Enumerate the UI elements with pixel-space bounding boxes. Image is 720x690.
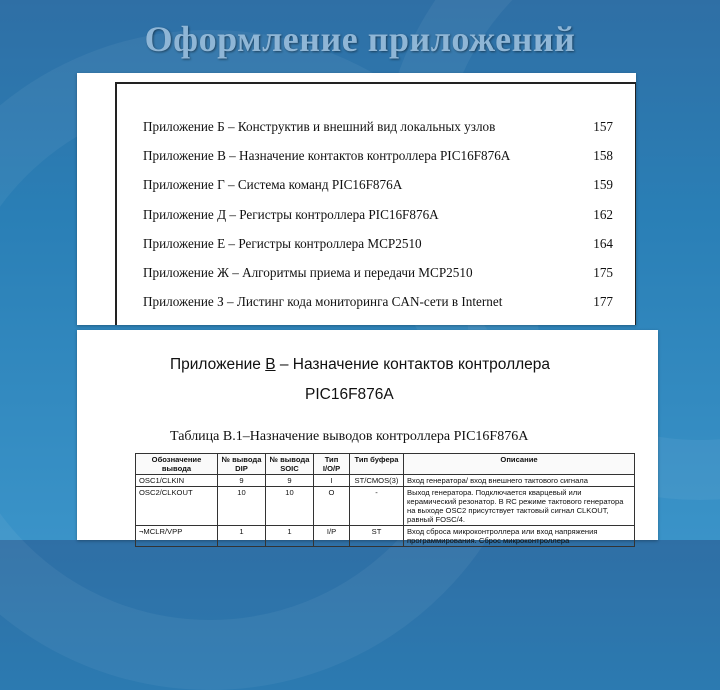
column-header: № вывода DIP <box>218 454 266 475</box>
toc-item-label: Приложение З – Листинг кода мониторинга CAN-сети в Internet <box>143 294 503 309</box>
toc-item-label: Приложение Б – Конструктив и внешний вид локальных узлов <box>143 119 496 134</box>
toc-item <box>143 177 613 193</box>
table-cell: ST <box>350 526 404 547</box>
table-cell: ST/CMOS(3) <box>350 475 404 487</box>
table-cell: OSC2/CLKOUT <box>136 487 218 526</box>
table-cell: 10 <box>266 487 314 526</box>
toc-item-page: 175 <box>593 265 613 280</box>
appendix-heading-line2: PIC16F876A <box>305 386 394 403</box>
slide-title: Оформление приложений <box>144 19 576 59</box>
appendix-page-image <box>77 330 658 545</box>
page-border-left <box>115 83 117 325</box>
table-cell: - <box>350 487 404 526</box>
table-cell: I <box>314 475 350 487</box>
page-border-right <box>635 83 637 325</box>
toc-item <box>143 207 613 223</box>
column-header: Тип буфера <box>350 454 404 475</box>
table-cell: O <box>314 487 350 526</box>
table-cell: Вход генератора/ вход внешнего тактового сигнала <box>404 475 635 487</box>
toc-item <box>143 236 613 252</box>
toc-item-label: Приложение Д – Регистры контроллера PIC16F876A <box>143 207 439 222</box>
table-cell: 1 <box>266 526 314 547</box>
page-border-top <box>115 82 636 84</box>
table-header-row <box>136 454 635 475</box>
table-cell: Вход сброса микроконтроллера или вход напряжения программирования. Сброс микроконтроллера <box>404 526 635 547</box>
toc-item <box>143 294 613 310</box>
toc-item-label: Приложение Ж – Алгоритмы приема и передачи MCP2510 <box>143 265 473 280</box>
appendix-heading <box>170 356 550 374</box>
table-cell: I/P <box>314 526 350 547</box>
table-cell: 9 <box>266 475 314 487</box>
toc-item-page: 157 <box>593 119 613 134</box>
toc-item-label: Приложение Г – Система команд PIC16F876A <box>143 177 403 192</box>
table-row <box>136 487 635 526</box>
toc-item <box>143 119 613 135</box>
table-cell: 9 <box>218 475 266 487</box>
toc-item-label: Приложение В – Назначение контактов контроллера PIC16F876A <box>143 148 511 163</box>
table-cell: 1 <box>218 526 266 547</box>
column-header: № вывода SOIC <box>266 454 314 475</box>
column-header: Обозначение вывода <box>136 454 218 475</box>
table-caption: Таблица В.1–Назначение выводов контроллера PIC16F876A <box>170 429 529 444</box>
toc-item <box>143 265 613 281</box>
pin-table <box>135 453 635 547</box>
toc-item-page: 162 <box>593 207 613 222</box>
column-header: Тип I/O/P <box>314 454 350 475</box>
toc-page-image <box>77 73 636 325</box>
table-row <box>136 475 635 487</box>
toc-item-label: Приложение Е – Регистры контроллера MCP2510 <box>143 236 422 251</box>
column-header: Описание <box>404 454 635 475</box>
toc-item-page: 164 <box>593 236 613 251</box>
table-cell: Выход генератора. Подключается кварцевый или керамический резонатор. В RC режиме тактового генератора на выходе OSC2 присутствует тактовый сигнал CLKOUT, равный FOSC/4. <box>404 487 635 526</box>
toc-item <box>143 148 613 164</box>
appendix-heading-letter: В <box>265 356 276 373</box>
appendix-heading-rest: – Назначение контактов контроллера <box>275 356 551 373</box>
table-cell: 10 <box>218 487 266 526</box>
appendix-heading-prefix: Приложение <box>170 356 266 373</box>
toc-item-page: 177 <box>593 294 613 309</box>
toc-item-page: 158 <box>593 148 613 163</box>
table-cell: ¬MCLR/VPP <box>136 526 218 547</box>
table-cell: OSC1/CLKIN <box>136 475 218 487</box>
toc-item-page: 159 <box>593 177 613 192</box>
table-row <box>136 526 635 547</box>
